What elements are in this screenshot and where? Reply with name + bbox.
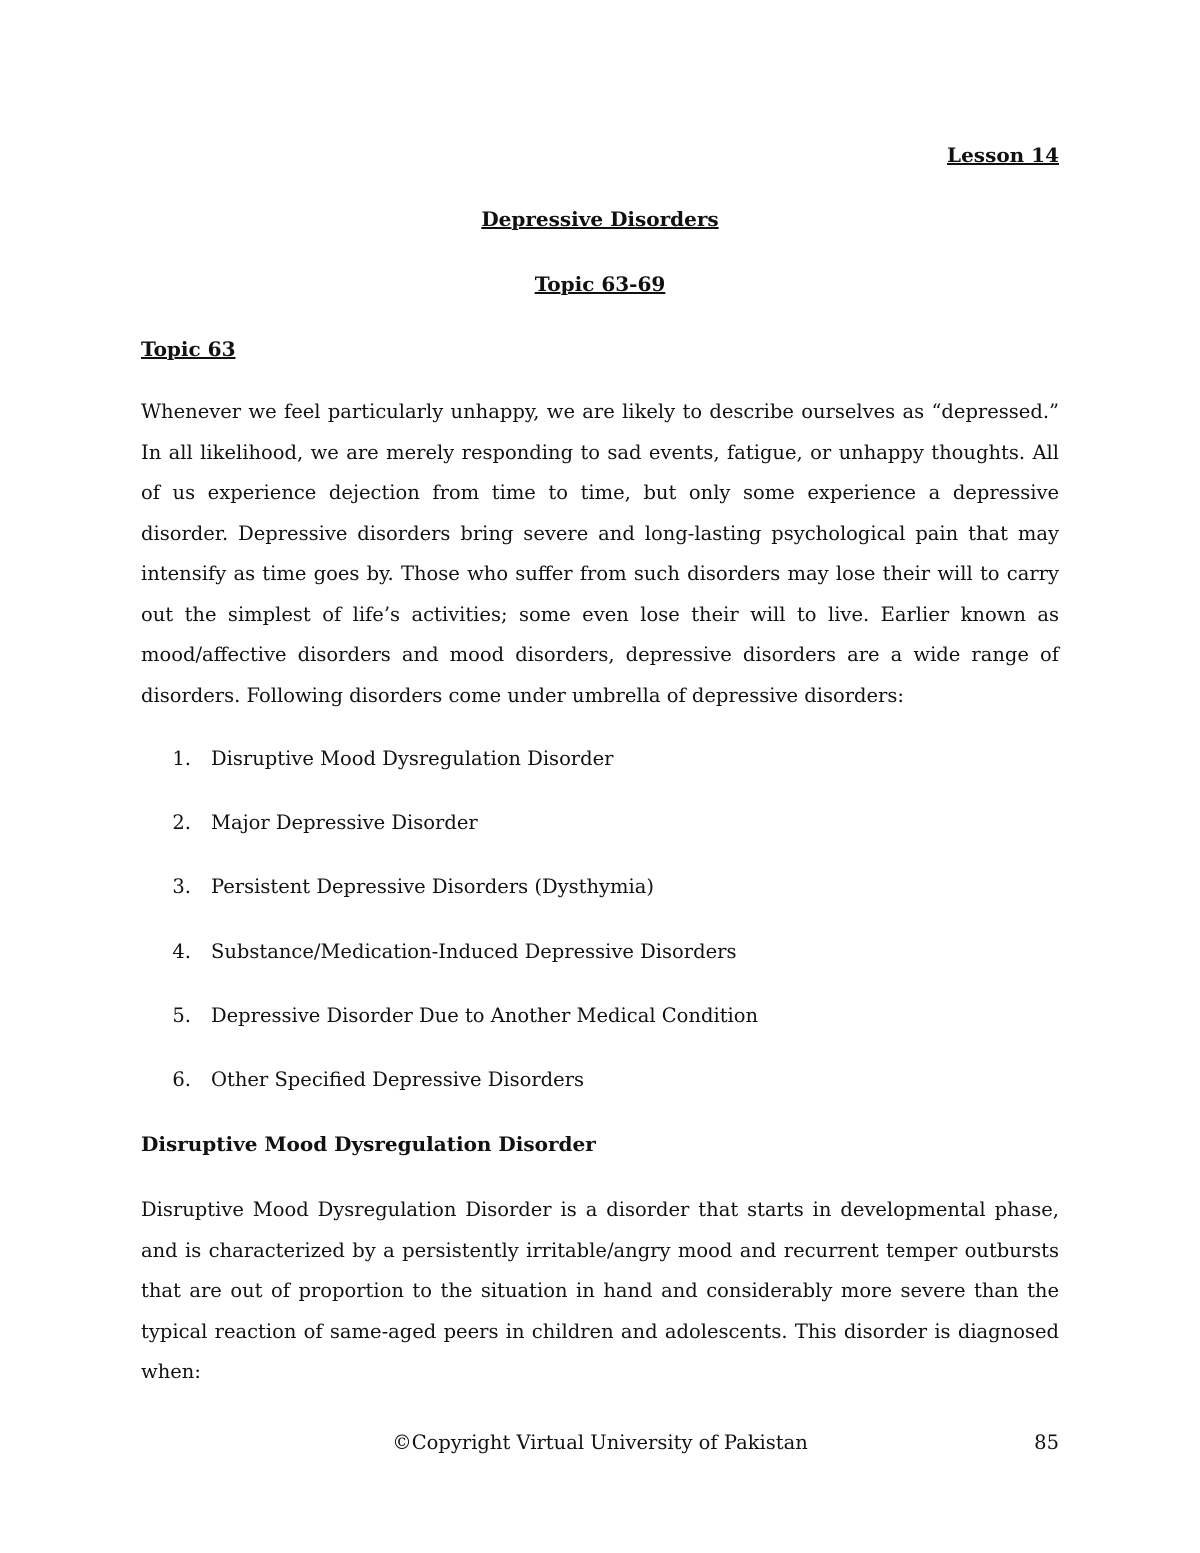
list-item-number: 2.	[172, 811, 191, 835]
list-item	[141, 811, 1059, 875]
list-item-number: 6.	[172, 1067, 191, 1091]
topic-63-heading: Topic 63	[141, 337, 236, 361]
list-item	[141, 1004, 1059, 1068]
dmdd-paragraph: Disruptive Mood Dysregulation Disorder is a disorder that starts in developmental phase, and is characterized by a persistently irritable/angry mood and recurrent temper outbursts that are out of proportion to the situation in hand and considerably more severe than the typical reaction of same-aged peers in children and adolescents. This disorder is diagnosed when:	[141, 1198, 1059, 1383]
topic-range-heading: Topic 63-69	[534, 272, 666, 296]
list-item-text: Disruptive Mood Dysregulation Disorder	[211, 747, 614, 770]
list-item	[141, 747, 1059, 811]
list-item-text: Depressive Disorder Due to Another Medical Condition	[211, 1003, 759, 1027]
list-item	[141, 940, 1059, 1004]
list-item-text: Persistent Depressive Disorders (Dysthymia)	[211, 875, 654, 899]
list-item-text: Major Depressive Disorder	[211, 811, 478, 835]
dmdd-heading: Disruptive Mood Dysregulation Disorder	[141, 1132, 596, 1156]
topic-63-paragraph: Whenever we feel particularly unhappy, we are likely to describe ourselves as “depressed.” In all likelihood, we are merely responding to sad events, fatigue, or unhappy thoughts. All of us experience dejection from time to time, but only some experience a depressive disorder. Depressive disorders bring severe and long-lasting psychological pain that may intensify as time goes by. Those who suffer from such disorders may lose their will to carry out the simplest of life’s activities; some even lose their will to live. Earlier known as mood/affective disorders and mood disorders, depressive disorders are a wide range of disorders. Following disorders come under umbrella of depressive disorders:	[141, 400, 1059, 707]
lesson-label: Lesson 14	[947, 143, 1059, 167]
list-item-number: 5.	[172, 1003, 191, 1027]
list-item-text: Other Specified Depressive Disorders	[211, 1067, 585, 1091]
disorder-list	[141, 747, 1059, 1132]
list-item-text: Substance/Medication-Induced Depressive Disorders	[211, 939, 737, 963]
list-item	[141, 1068, 1059, 1132]
page-title: Depressive Disorders	[481, 207, 719, 231]
list-item-number: 4.	[172, 939, 191, 963]
list-item-number: 3.	[172, 875, 191, 899]
page-number: 85	[1034, 1431, 1059, 1454]
copyright-footer: ©Copyright Virtual University of Pakistan	[392, 1431, 808, 1454]
list-item	[141, 875, 1059, 939]
list-item-number: 1.	[172, 747, 191, 770]
